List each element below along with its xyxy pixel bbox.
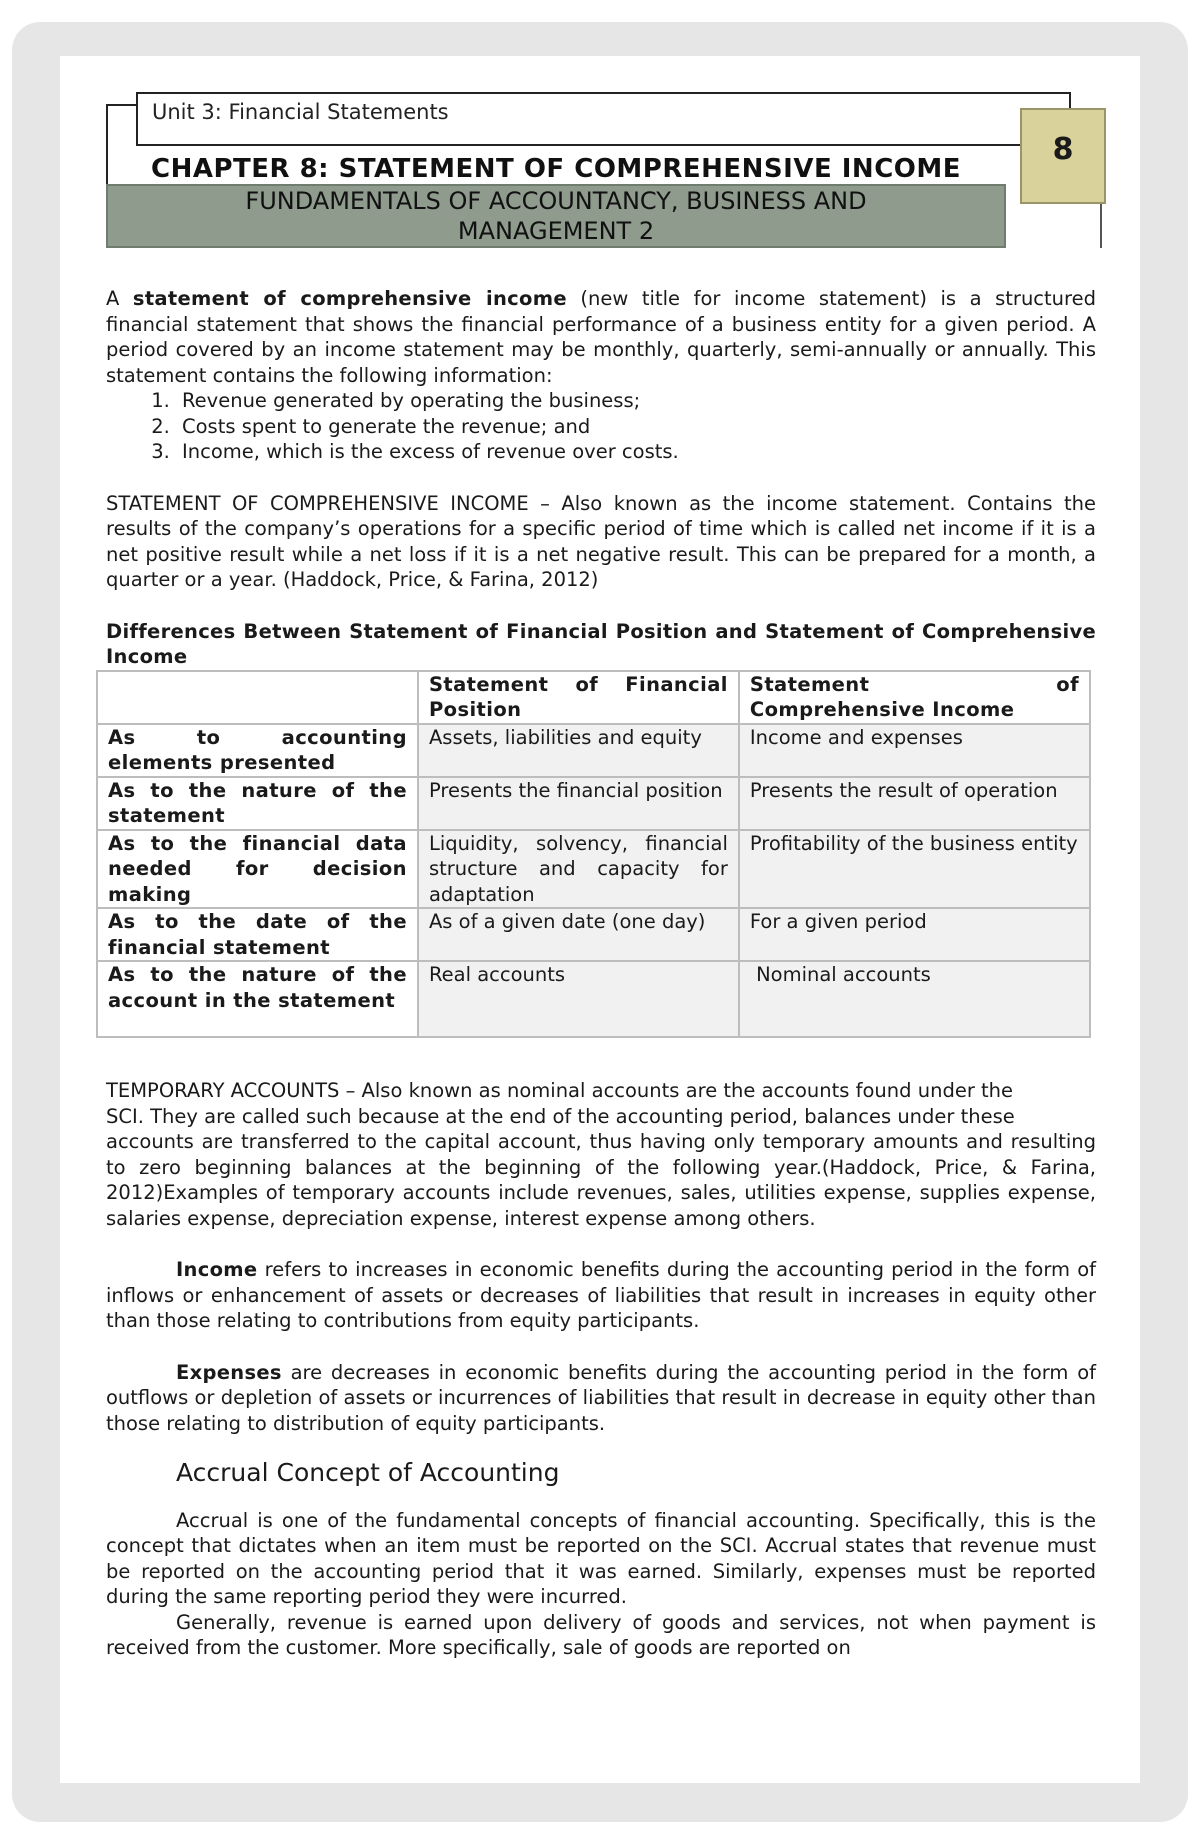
page-content [106,92,1096,1661]
expenses-text: are decreases in economic benefits during the accounting period in the form of outflows or depletion of assets or incurrences of liabilities that result in decrease in equity other than those relating to distribution of equity participants. [106,1360,1096,1435]
sci-definition: STATEMENT OF COMPREHENSIVE INCOME – Also known as the income statement. Contains the results of the company’s operations for a specific period of time which is called net income if it is a net positive result while a net loss if it is a net negative result. This can be prepared for a month, a quarter or a year. (Haddock, Price, & Farina, 2012) [106,491,1096,591]
expenses-paragraph [106,1360,1096,1437]
table-header-cell: Statement of Financial Position [418,671,739,724]
table-cell: As of a given date (one day) [418,908,739,961]
table-cell: Assets, liabilities and equity [418,724,739,777]
course-title: FUNDAMENTALS OF ACCOUNTANCY, BUSINESS AND MANAGEMENT 2 [245,187,867,245]
table-header-cell: Statement of Comprehensive Income [739,671,1090,724]
row-label: As to the nature of the statement [97,777,418,830]
unit-underline [136,144,1071,146]
accrual-paragraph-1: Accrual is one of the fundamental concepts of financial accounting. Specifically, this is the concept that dictates when an item must be reported on the SCI. Accrual states that revenue must be reported on the accounting period that it was earned. Similarly, expenses must be reported during the same reporting period they were incurred. [106,1508,1096,1608]
income-term: Income [176,1258,258,1281]
intro-lead: A [106,287,133,310]
income-text: refers to increases in economic benefits during the accounting period in the form of inflows or enhancement of assets or decreases of liabilities that result in increases in equity other than those relating to contributions from equity participants. [106,1258,1096,1332]
table-cell: Income and expenses [739,724,1090,777]
table-cell: Profitability of the business entity [739,830,1090,909]
table-row [97,830,1090,909]
course-title-bar [106,184,1006,248]
table-header-cell [97,671,418,724]
table-cell: Liquidity, solvency, financial structure and capacity for adaptation [418,830,739,909]
chapter-title: CHAPTER 8: STATEMENT OF COMPREHENSIVE INCOME [150,154,962,184]
document-body [106,286,1096,1661]
list-item: 3. Income, which is the excess of revenue over costs. [176,439,1096,465]
table-row [97,961,1090,1037]
table-cell: Real accounts [418,961,739,1037]
header-rule [106,104,136,106]
intro-paragraph [106,286,1096,388]
chapter-number-badge: 8 [1020,108,1106,204]
intro-text: (new title for income statement) is a structured financial statement that shows the financial performance of a business entity for a given period. A period covered by an income statement may be monthly, quarterly, semi-annually or annually. This statement contains the following information: [106,287,1096,387]
temporary-accounts-text: accounts are transferred to the capital account, thus having only temporary amounts and resulting to zero beginning balances at the beginning of the following year.(Haddock, Price, & Farina, 2012)Examples of temporary accounts include revenues, sales, utilities expense, supplies expense, salaries expense, depreciation expense, interest expense among others. [106,1130,1096,1230]
income-paragraph [106,1257,1096,1334]
expenses-term: Expenses [176,1360,282,1384]
row-label: As to accounting elements presented [97,724,418,777]
row-label: As to the date of the financial statement [97,908,418,961]
temporary-accounts-line-2: SCI. They are called such because at the end of the accounting period, balances under these [106,1104,1015,1128]
document-page [60,56,1140,1783]
table-header-row [97,671,1090,724]
information-list [106,388,1096,465]
table-cell: Nominal accounts [739,961,1090,1037]
table-cell: Presents the financial position [418,777,739,830]
list-item: 1. Revenue generated by operating the business; [176,388,1096,414]
page-header [106,92,1096,282]
table-heading: Differences Between Statement of Financial Position and Statement of Comprehensive Income [106,619,1096,668]
accrual-paragraph-2: Generally, revenue is earned upon delivery of goods and services, not when payment is received from the customer. More specifically, sale of goods are reported on [106,1610,1096,1659]
intro-term: statement of comprehensive income [132,287,567,310]
row-label: As to the financial data needed for decision making [97,830,418,909]
table-row [97,724,1090,777]
table-cell: For a given period [739,908,1090,961]
table-row [97,908,1090,961]
temporary-accounts-line-1: TEMPORARY ACCOUNTS – Also known as nominal accounts are the accounts found under the [106,1079,1014,1102]
badge-stem [1100,204,1102,248]
table-cell: Presents the result of operation [739,777,1090,830]
unit-label: Unit 3: Financial Statements [136,92,1071,144]
list-item: 2. Costs spent to generate the revenue; and [176,414,1096,440]
row-label: As to the nature of the account in the statement [97,961,418,1037]
comparison-table [96,670,1091,1039]
accrual-section-title: Accrual Concept of Accounting [176,1458,560,1487]
table-row [97,777,1090,830]
